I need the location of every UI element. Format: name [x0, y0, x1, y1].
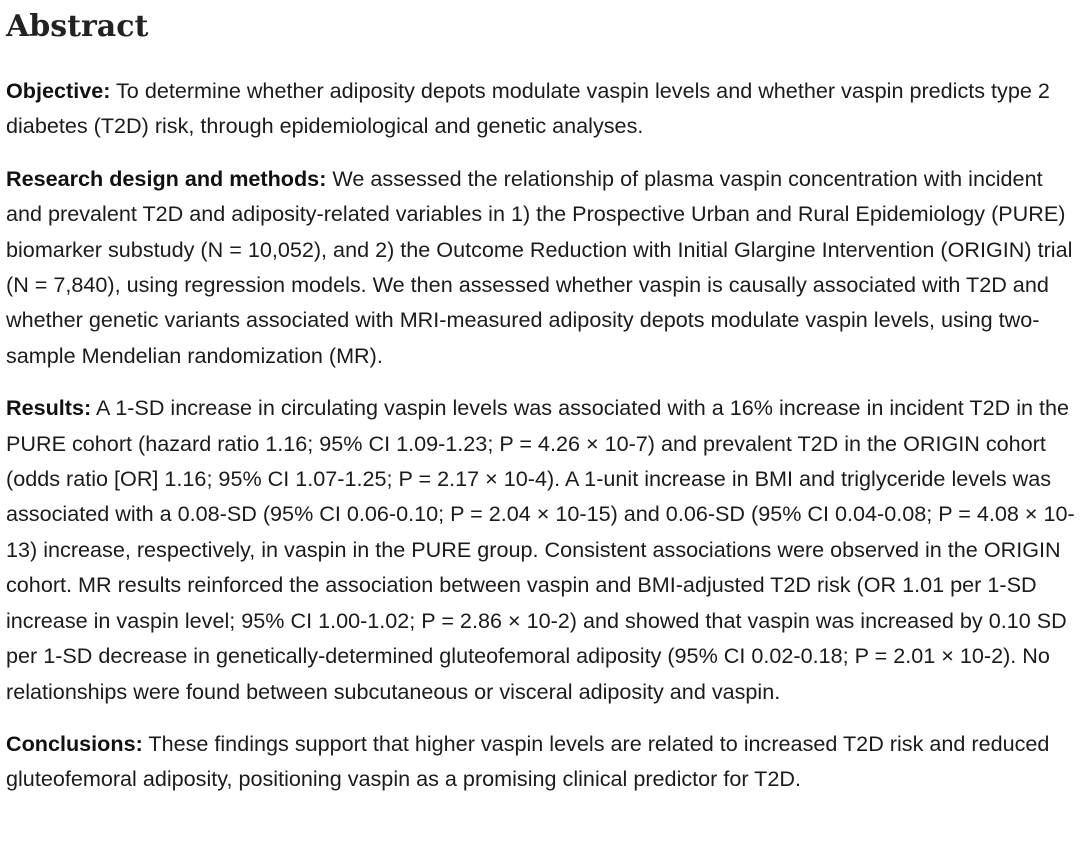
conclusions-text: These findings support that higher vaspin levels are related to increased T2D risk and reduced gluteofemoral adiposity, positioning vaspin as a promising clinical predictor for T2D.	[6, 730, 1050, 792]
results-paragraph	[6, 390, 1076, 709]
methods-text: We assessed the relationship of plasma vaspin concentration with incident and prevalent T2D and adiposity-related variables in 1) the Prospective Urban and Rural Epidemiology (PURE) biomarker substudy (N = 10,052), and 2) the Outcome Reduction with Initial Glargine Intervention (ORIGIN) trial (N = 7,840), using regression models. We then assessed whether vaspin is causally associated with T2D and whether genetic variants associated with MRI-measured adiposity depots modulate vaspin levels, using two-sample Mendelian randomization (MR).	[6, 165, 1073, 368]
results-label: Results:	[6, 395, 92, 421]
objective-paragraph	[6, 73, 1076, 144]
abstract-heading: Abstract	[6, 9, 149, 44]
abstract-container	[6, 0, 1076, 797]
methods-paragraph	[6, 161, 1076, 373]
results-text: A 1-SD increase in circulating vaspin levels was associated with a 16% increase in incident T2D in the PURE cohort (hazard ratio 1.16; 95% CI 1.09-1.23; P = 4.26 × 10-7) and prevalent T2D in the ORIGIN cohort (odds ratio [OR] 1.16; 95% CI 1.07-1.25; P = 2.17 × 10-4). A 1-unit increase in BMI and triglyceride levels was associated with a 0.08-SD (95% CI 0.06-0.10; P = 2.04 × 10-15) and 0.06-SD (95% CI 0.04-0.08; P = 4.08 × 10-13) increase, respectively, in vaspin in the PURE group. Consistent associations were observed in the ORIGIN cohort. MR results reinforced the association between vaspin and BMI-adjusted T2D risk (OR 1.01 per 1-SD increase in vaspin level; 95% CI 1.00-1.02; P = 2.86 × 10-2) and showed that vaspin was increased by 0.10 SD per 1-SD decrease in genetically-determined gluteofemoral adiposity (95% CI 0.02-0.18; P = 2.01 × 10-2). No relationships were found between subcutaneous or visceral adiposity and vaspin.	[6, 395, 1075, 704]
conclusions-label: Conclusions:	[6, 730, 143, 756]
objective-text: To determine whether adiposity depots modulate vaspin levels and whether vaspin predicts type 2 diabetes (T2D) risk, through epidemiological and genetic analyses.	[6, 78, 1050, 139]
objective-label: Objective:	[6, 78, 111, 103]
conclusions-paragraph	[6, 726, 1076, 797]
methods-label: Research design and methods:	[6, 165, 327, 191]
